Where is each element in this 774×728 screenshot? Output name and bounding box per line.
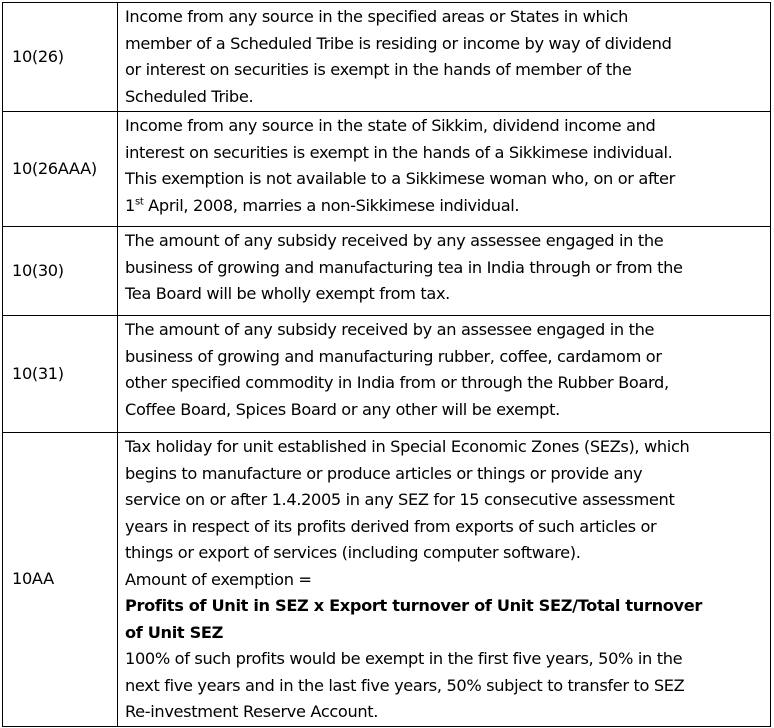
description-line: Income from any source in the state of Sikkim, dividend income and: [125, 116, 656, 135]
description-line: things or export of services (including computer software).: [125, 543, 581, 562]
description-line: business of growing and manufacturing rubber, coffee, cardamom or: [125, 346, 662, 366]
description-line: [125, 193, 764, 220]
table-row: [3, 3, 771, 112]
description-cell: [118, 227, 771, 316]
description-cell: [118, 3, 771, 112]
section-cell: 10(26AAA): [3, 112, 118, 227]
table-row: [3, 112, 771, 227]
section-cell: 10(31): [3, 316, 118, 433]
table-row: [3, 316, 771, 433]
description-line: This exemption is not available to a Sikkimese woman who, on or after: [125, 169, 675, 188]
date-rest: April, 2008, marries a non-Sikkimese individual.: [143, 195, 520, 215]
description-line: 100% of such profits would be exempt in the first five years, 50% in the: [125, 649, 683, 668]
description-line: Re-investment Reserve Account.: [125, 702, 379, 721]
description-line: interest on securities is exempt in the hands of a Sikkimese individual.: [125, 142, 673, 162]
description-line: other specified commodity in India from or through the Rubber Board,: [125, 373, 669, 392]
description-line: Tea Board will be wholly exempt from tax.: [125, 284, 450, 303]
section-cell: 10(26): [3, 3, 118, 112]
description-line: business of growing and manufacturing tea in India through or from the: [125, 257, 683, 277]
description-line: Tax holiday for unit established in Special Economic Zones (SEZs), which: [125, 437, 690, 456]
description-line: The amount of any subsidy received by an assessee engaged in the: [125, 320, 655, 339]
date-day: 1: [125, 195, 135, 215]
description-line: member of a Scheduled Tribe is residing or income by way of dividend: [125, 33, 672, 53]
formula-line: Profits of Unit in SEZ x Export turnover of Unit SEZ/Total turnover: [125, 596, 703, 615]
description-line: Amount of exemption =: [125, 569, 312, 589]
description-line: Scheduled Tribe.: [125, 86, 254, 106]
tax-exemption-table: [2, 2, 771, 727]
section-cell: 10(30): [3, 227, 118, 316]
description-line: or interest on securities is exempt in the hands of member of the: [125, 60, 632, 79]
formula-line: of Unit SEZ: [125, 622, 223, 642]
description-line: Income from any source in the specified areas or States in which: [125, 7, 629, 26]
table-row: [3, 227, 771, 316]
description-cell: [118, 112, 771, 227]
description-line: begins to manufacture or produce articles or things or provide any: [125, 463, 643, 483]
ordinal-suffix: st: [134, 196, 144, 208]
description-cell: [118, 433, 771, 727]
description-line: service on or after 1.4.2005 in any SEZ for 15 consecutive assessment: [125, 490, 675, 509]
section-cell: 10AA: [3, 433, 118, 727]
description-line: years in respect of its profits derived from exports of such articles or: [125, 516, 657, 536]
description-cell: [118, 316, 771, 433]
description-line: next five years and in the last five years, 50% subject to transfer to SEZ: [125, 675, 685, 695]
description-line: The amount of any subsidy received by any assessee engaged in the: [125, 231, 664, 250]
description-line: Coffee Board, Spices Board or any other will be exempt.: [125, 399, 560, 419]
table-row: [3, 433, 771, 727]
